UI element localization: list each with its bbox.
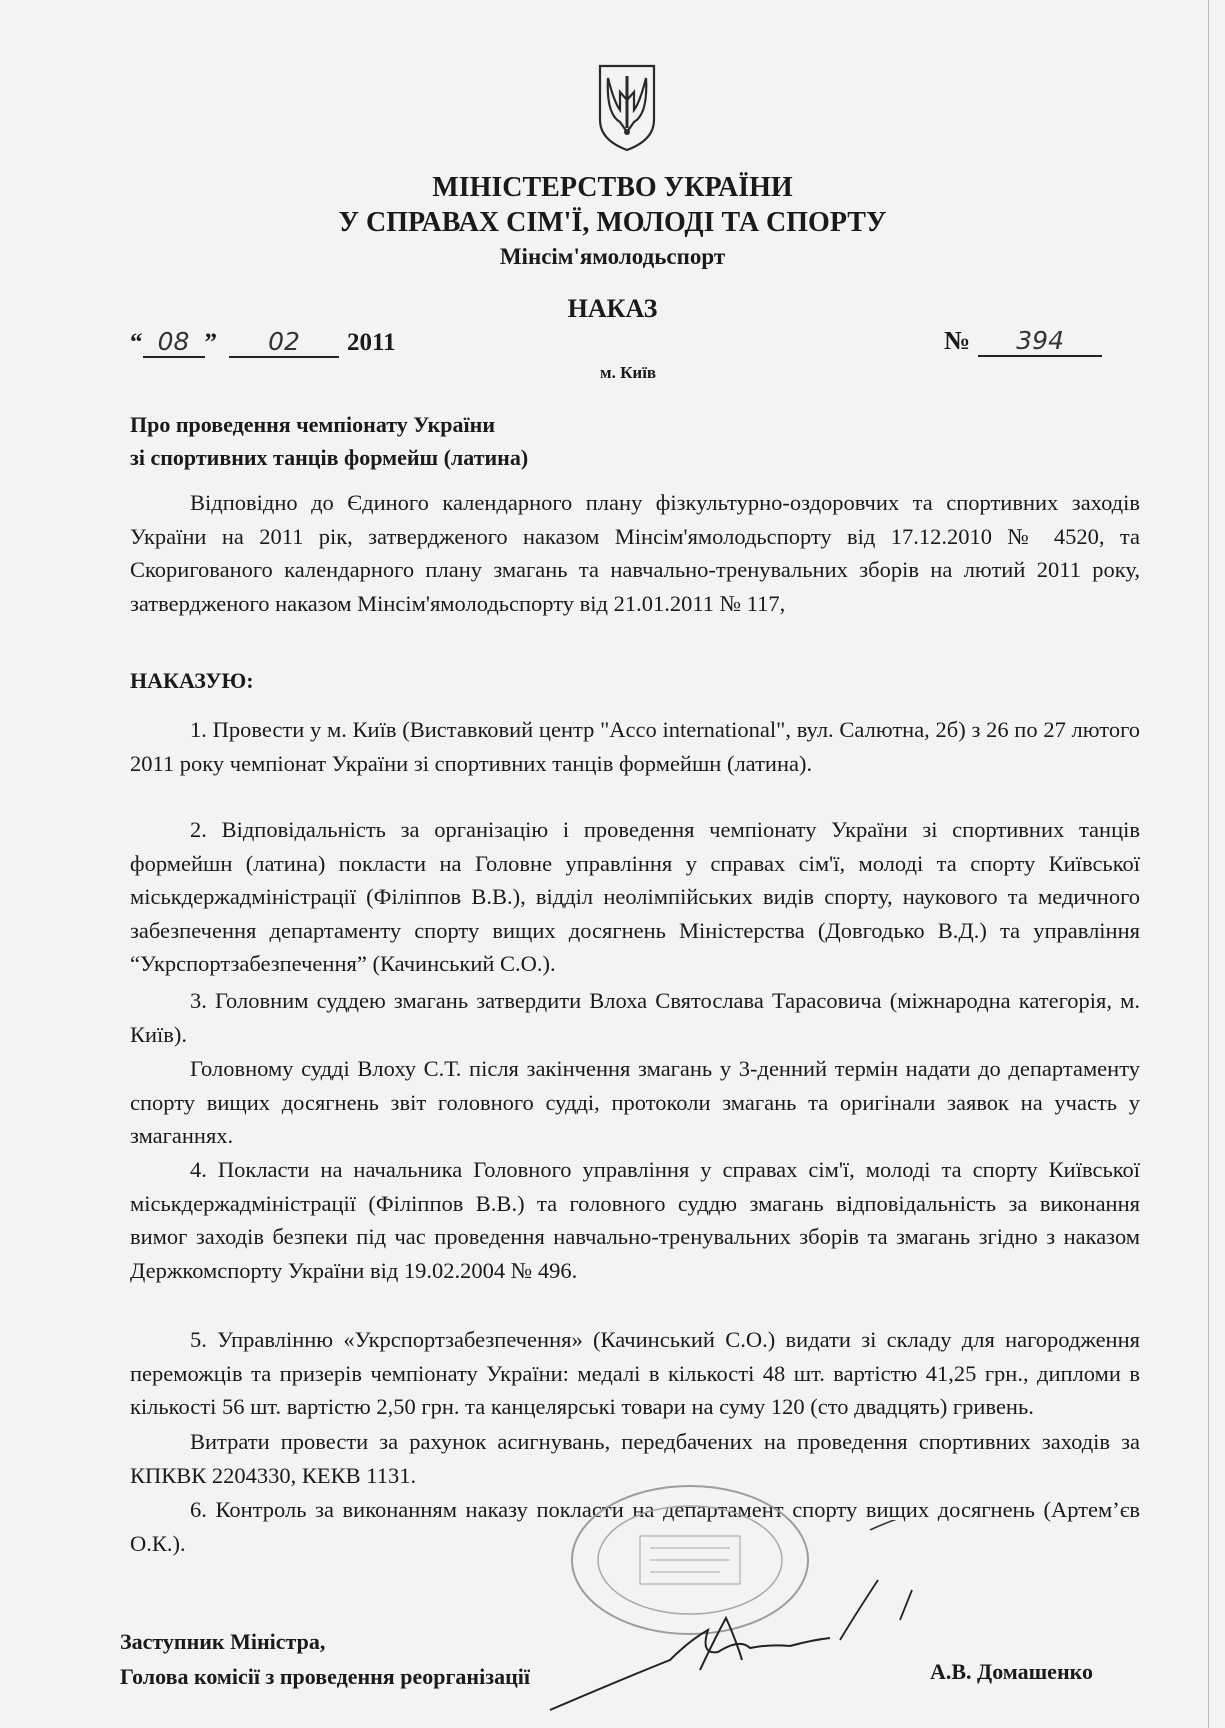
document-type-title: НАКАЗ [567,294,658,323]
number-sign: № [944,326,971,355]
intro-paragraph: Відповідно до Єдиного календарного плану фізкультурно-оздоровчих та спортивних заходів України на 2011 рік, затвердженого наказом Мінсім'ямолодьспорту від 17.12.2010 № 4520, та Скоригованого календарного плану змагань та навчально-тренувальних зборів на лютий 2011 року, затвердженого наказом Мінсім'ямолодьспорту від 21.01.2011 № 117, [130,490,1140,616]
signer-position [120,1624,530,1694]
order-item-4: 4. Покласти на начальника Головного управління у справах сім'ї, молоді та спорту Київської міськдержадміністрації (Філіппов В.В.) та головного суддю змагань відповідальність за виконання вимог заходів безпеки під час проведення навчально-тренувальних зборів та змагань згідно з наказом Держкомспорту України від 19.02.2004 № 496. [130,1157,1140,1283]
order-item-3-continuation: Головному судді Влоху С.Т. після закінчення змагань у 3-денний термін надати до департаменту спорту вищих досягнень звіт головного судді, протоколи змагань та оригінали заявок на участь у змаганнях. [130,1056,1140,1148]
ministry-name-line2: У СПРАВАХ СІМ'Ї, МОЛОДІ ТА СПОРТУ [338,207,887,238]
signer-name: А.В. Домашенко [930,1659,1094,1684]
order-year: 2011 [347,329,396,356]
date-quote-open: “ [130,329,143,356]
order-directive-heading: НАКАЗУЮ: [130,668,254,693]
order-item-1: 1. Провести у м. Київ (Виставковий центр "Acco international", вул. Салютна, 2б) з 26 по 27 лютого 2011 року чемпіонат України зі спортивних танців формейшн (латина). [130,717,1140,776]
subject-line2: зі спортивних танців формейш (латина) [130,445,529,470]
order-item-2: 2. Відповідальність за організацію і проведення чемпіонату України зі спортивних танців формейшн (латина) покласти на Головне управління у справах сім'ї, молоді та спорту Київської міськдержадміністрації (Філіппов В.В.), відділ неолімпійських видів спорту, наукового та медичного забезпечення департаменту спорту вищих досягнень Міністерства (Довгодько В.Д.) та управління “Укрспортзабезпечення” (Качинський С.О.). [130,817,1140,976]
order-month: 02 [229,328,339,358]
ministry-short-name: Мінсім'ямолодьспорт [499,244,726,269]
subject-line1: Про проведення чемпіонату України [130,412,495,437]
order-day: 08 [143,328,205,358]
order-date [130,328,396,358]
signer-title-line2: Голова комісії з проведення реорганізації [120,1664,530,1689]
order-item-3: 3. Головним суддею змагань затвердити Влоха Святослава Тарасовича (міжнародна категорія, м. Київ). [130,988,1140,1047]
order-number [944,326,1102,357]
ministry-name-line1: МІНІСТЕРСТВО УКРАЇНИ [432,172,793,203]
handwritten-signature-icon [540,1520,960,1720]
signer-title-line1: Заступник Міністра, [120,1629,326,1654]
trident-coat-of-arms-icon [594,62,660,152]
order-city: м. Київ [600,363,657,382]
order-number-value: 394 [978,327,1102,357]
order-item-6: 6. Контроль за виконанням наказу покласти на департамент спорту вищих досягнень (Артем’єв О.К.). [130,1497,1140,1556]
order-item-5: 5. Управлінню «Укрспортзабезпечення» (Качинський С.О.) видати зі складу для нагородження переможців та призерів чемпіонату України: медалі в кількості 48 шт. вартістю 41,25 грн., дипломи в кількості 56 шт. вартістю 2,50 грн. та канцелярські товари на суму 120 (сто двадцять) гривень. [130,1327,1140,1419]
date-quote-close: ” [204,329,217,356]
order-item-5-continuation: Витрати провести за рахунок асигнувань, передбачених на проведення спортивних заходів за КПКВК 2204330, КЕКВ 1131. [130,1429,1140,1488]
order-subject [130,408,528,474]
